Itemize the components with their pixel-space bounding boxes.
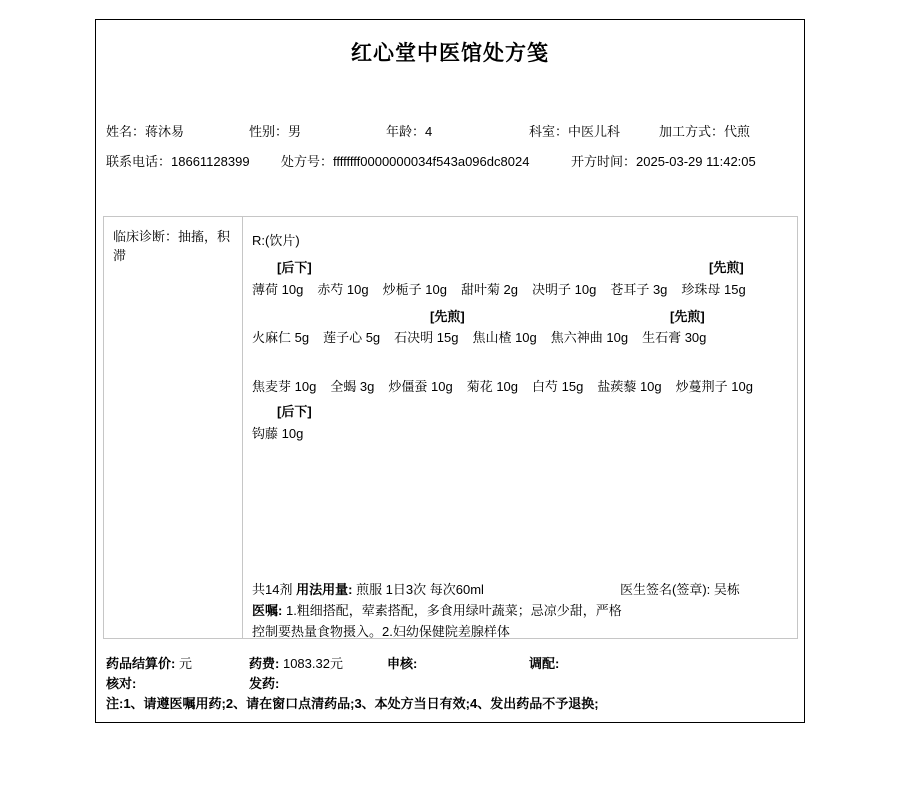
- patient-field: 处方号：ffffffff0000000034f543a096dc8024: [281, 154, 530, 169]
- rx-usage-line: [252, 579, 484, 598]
- patient-field: 姓名：蒋沐易: [106, 124, 185, 139]
- dose-count: 共14剂: [252, 582, 293, 597]
- fee-field: [249, 653, 343, 672]
- patient-field: 年龄：4: [386, 124, 433, 139]
- patient-info-row-1: [96, 121, 804, 138]
- drug-item: 焦麦芽 10g: [252, 379, 317, 394]
- patient-field: 联系电话：18661128399: [106, 154, 250, 169]
- doctor-name: 吴栋: [713, 582, 740, 597]
- drug-line: [252, 376, 767, 395]
- drug-item: 生石膏 30g: [642, 330, 707, 345]
- review-label: 申核:: [387, 656, 418, 671]
- drug-item: 焦六神曲 10g: [550, 330, 629, 345]
- patient-field: 开方时间：2025-03-29 11:42:05: [571, 154, 756, 169]
- decoction-method-label: [后下]: [277, 260, 312, 275]
- drug-item: 全蝎 3g: [330, 379, 375, 394]
- issue-field: [249, 673, 279, 692]
- page-title: 红心堂中医馆处方笺: [351, 42, 549, 65]
- drug-item: 炒栀子 10g: [382, 282, 447, 297]
- doctor-signature-label: 医生签名(签章):: [620, 582, 711, 597]
- diagnosis-value: 抽搐，积滞: [113, 229, 231, 263]
- prescription-table: [103, 216, 798, 639]
- drug-item: 珍珠母 15g: [681, 282, 746, 297]
- fee-value: 1083.32元: [282, 656, 343, 671]
- medical-advice-line-2: 控制要热量食物摄入。2.妇幼保健院差腺样体: [252, 624, 510, 639]
- settle-price-field: [106, 653, 192, 672]
- drug-item: 甜叶菊 2g: [460, 282, 519, 297]
- diagnosis-label: 临床诊断：: [113, 229, 179, 244]
- usage-value: 煎服 1日3次 每次60ml: [356, 582, 484, 597]
- drug-item: 苍耳子 3g: [610, 282, 668, 297]
- doctor-signature: [620, 579, 740, 598]
- advice-text-1: 1.粗细搭配，荤素搭配，多食用绿叶蔬菜；忌凉少甜，严格: [285, 603, 622, 618]
- drug-line: [252, 423, 317, 442]
- drug-item: 赤芍 10g: [317, 282, 369, 297]
- diagnosis-cell: [113, 228, 237, 266]
- drug-item: 莲子心 5g: [323, 330, 381, 345]
- drug-item: 薄荷 10g: [252, 282, 304, 297]
- settle-price-value: 元: [178, 656, 192, 671]
- drug-item: 炒僵蚕 10g: [388, 379, 453, 394]
- patient-field: 科室：中医儿科: [529, 124, 621, 139]
- review-field: [387, 653, 417, 672]
- drug-item: 决明子 10g: [532, 282, 597, 297]
- drug-item: 石决明 15g: [394, 330, 459, 345]
- drug-item: 炒蔓荆子 10g: [675, 379, 753, 394]
- advice-label: 医嘱:: [252, 603, 283, 618]
- dispense-field: [529, 653, 559, 672]
- check-label: 核对:: [106, 676, 137, 691]
- drug-line: [252, 279, 760, 298]
- drug-item: 白芍 15g: [532, 379, 584, 394]
- column-divider: [242, 217, 243, 638]
- decoction-method-label: [后下]: [277, 404, 312, 419]
- drug-item: 盐蒺藜 10g: [597, 379, 662, 394]
- drug-item: 焦山楂 10g: [472, 330, 537, 345]
- decoction-method-label: [先煎]: [430, 309, 465, 324]
- drug-item: 火麻仁 5g: [252, 330, 310, 345]
- check-field: [106, 673, 136, 692]
- decoction-method-label: [先煎]: [670, 309, 705, 324]
- drug-item: 菊花 10g: [466, 379, 519, 394]
- medical-advice-line-1: [252, 600, 622, 619]
- dispense-label: 调配:: [529, 656, 560, 671]
- usage-label: 用法用量:: [296, 582, 353, 597]
- settle-price-label: 药品结算价:: [106, 656, 176, 671]
- fee-label: 药费:: [249, 656, 280, 671]
- issue-label: 发药:: [249, 676, 280, 691]
- usage-note: 注:1、请遵医嘱用药;2、请在窗口点清药品;3、本处方当日有效;4、发出药品不予退换;: [106, 696, 599, 711]
- patient-info-row-2: [96, 151, 804, 168]
- rx-header: R:(饮片): [252, 233, 300, 248]
- drug-item: 钩藤 10g: [252, 426, 304, 441]
- prescription-form: [95, 19, 805, 723]
- patient-field: 性别：男: [249, 124, 302, 139]
- decoction-method-label: [先煎]: [709, 260, 744, 275]
- patient-field: 加工方式：代煎: [659, 124, 751, 139]
- drug-line: [252, 327, 720, 346]
